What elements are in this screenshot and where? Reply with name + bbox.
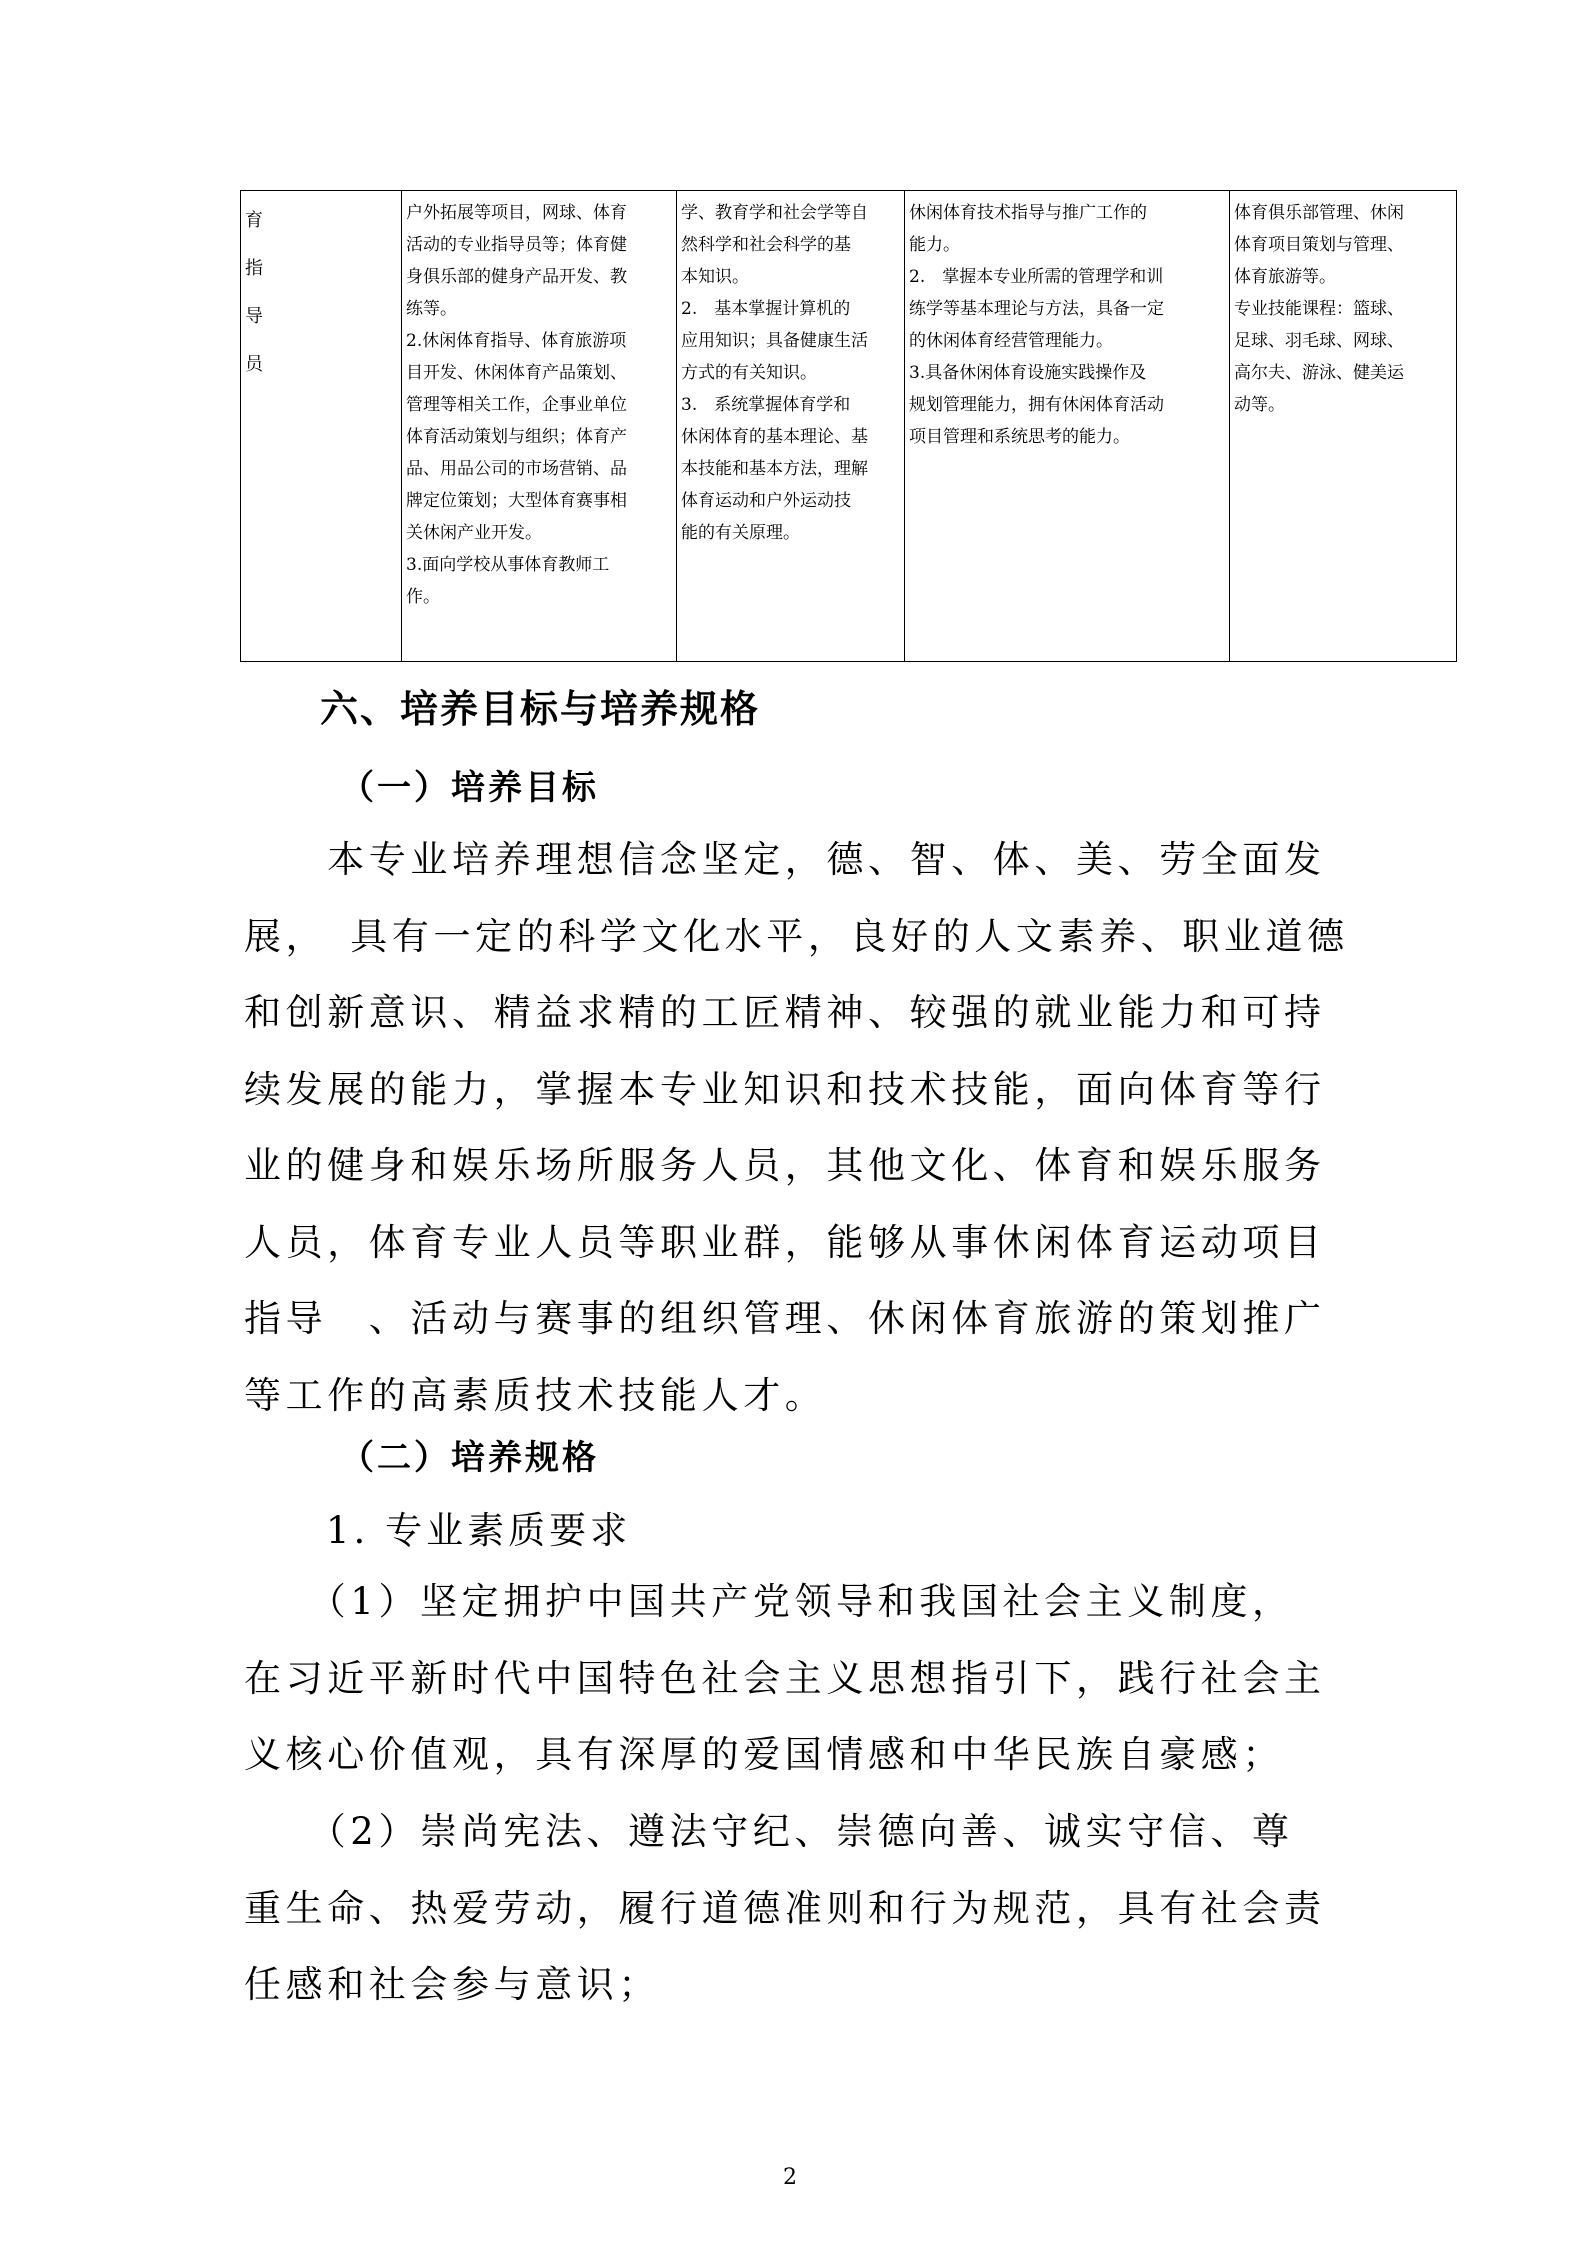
cell-line: 牌定位策划；大型体育赛事相 bbox=[406, 491, 627, 511]
text-line: 展， 具有一定的科学文化水平，良好的人文素养、职业道德 bbox=[244, 914, 1349, 958]
text-line: 业的健身和娱乐场所服务人员，其他文化、体育和娱乐服务 bbox=[244, 1144, 1326, 1187]
item-title-quality: 1. 专业素质要求 bbox=[326, 1509, 632, 1552]
text-line: 义核心价值观，具有深厚的爱国情感和中华民族自豪感； bbox=[244, 1733, 1284, 1776]
cell-line: 品、用品公司的市场营销、品 bbox=[406, 459, 627, 479]
job-title-cell bbox=[241, 191, 402, 662]
cell-line: 应用知识；具备健康生活 bbox=[681, 331, 868, 351]
cell-line: 2. 掌握本专业所需的管理学和训 bbox=[909, 267, 1164, 287]
cell-line: 足球、羽毛球、网球、 bbox=[1234, 331, 1404, 351]
cell-line: 体育项目策划与管理、 bbox=[1234, 235, 1404, 255]
text-line: 任感和社会参与意识； bbox=[244, 1963, 660, 2006]
cell-line: 练学等基本理论与方法，具备一定 bbox=[909, 299, 1164, 319]
cell-line: 本知识。 bbox=[681, 267, 749, 287]
text-line: 续发展的能力，掌握本专业知识和技术技能，面向体育等行 bbox=[244, 1067, 1326, 1111]
cell-line: 动等。 bbox=[1234, 395, 1285, 415]
text-line: （1）坚定拥护中国共产党领导和我国社会主义制度， bbox=[244, 1580, 1294, 1623]
cell-line: 能的有关原理。 bbox=[681, 523, 800, 543]
goal-paragraph bbox=[244, 822, 1354, 1434]
text-line: 重生命、热爱劳动，履行道德准则和行为规范，具有社会责 bbox=[244, 1886, 1326, 1930]
subsection-title-goal: （一）培养目标 bbox=[340, 768, 599, 808]
job-title-char: 员 bbox=[245, 354, 263, 375]
text-line: 人员，体育专业人员等职业群，能够从事休闲体育运动项目 bbox=[244, 1220, 1326, 1264]
cell-line: 体育活动策划与组织；体育产 bbox=[406, 427, 627, 447]
section-title: 六、培养目标与培养规格 bbox=[320, 687, 761, 731]
cell-line: 体育俱乐部管理、休闲 bbox=[1234, 203, 1404, 223]
cell-line: 目开发、休闲体育产品策划、 bbox=[406, 363, 627, 383]
cell-line: 专业技能课程：篮球、 bbox=[1234, 299, 1404, 319]
text-line: 在习近平新时代中国特色社会主义思想指引下，践行社会主 bbox=[244, 1656, 1326, 1700]
cell-line: 能力。 bbox=[909, 235, 960, 255]
cell-line: 的休闲体育经营管理能力。 bbox=[909, 331, 1113, 351]
curriculum-table bbox=[240, 190, 1457, 662]
text-line: 等工作的高素质技术技能人才。 bbox=[244, 1373, 827, 1417]
cell-line: 然科学和社会科学的基 bbox=[681, 235, 851, 255]
text-line: （2）崇尚宪法、遵法守纪、崇德向善、诚实守信、尊 bbox=[244, 1810, 1294, 1853]
cell-line: 高尔夫、游泳、健美运 bbox=[1234, 363, 1404, 383]
requirement-1-paragraph bbox=[244, 1564, 1354, 1794]
cell-line: 管理等相关工作，企事业单位 bbox=[406, 395, 627, 415]
job-scope-cell bbox=[402, 191, 677, 662]
cell-line: 体育运动和户外运动技 bbox=[681, 491, 851, 511]
cell-line: 方式的有关知识。 bbox=[681, 363, 817, 383]
cell-line: 规划管理能力，拥有休闲体育活动 bbox=[909, 395, 1164, 415]
cell-line: 关休闲产业开发。 bbox=[406, 523, 542, 543]
cell-line: 2.休闲体育指导、体育旅游项 bbox=[406, 331, 627, 351]
job-title-char: 导 bbox=[245, 306, 263, 327]
ability-cell bbox=[905, 191, 1230, 662]
courses-cell bbox=[1230, 191, 1457, 662]
text-line: 和创新意识、精益求精的工匠精神、较强的就业能力和可持 bbox=[244, 991, 1326, 1034]
cell-line: 练等。 bbox=[406, 299, 457, 319]
cell-line: 2. 基本掌握计算机的 bbox=[681, 299, 851, 319]
table-row bbox=[241, 191, 1457, 662]
cell-line: 活动的专业指导员等；体育健 bbox=[406, 235, 627, 255]
cell-line: 项目管理和系统思考的能力。 bbox=[909, 427, 1130, 447]
job-title-char: 指 bbox=[245, 258, 263, 279]
cell-line: 3. 系统掌握体育学和 bbox=[681, 395, 851, 415]
cell-line: 户外拓展等项目，网球、体育 bbox=[406, 203, 627, 223]
cell-line: 体育旅游等。 bbox=[1234, 267, 1336, 287]
text-line: 指导 、活动与赛事的组织管理、休闲体育旅游的策划推广 bbox=[244, 1297, 1326, 1340]
cell-line: 休闲体育的基本理论、基 bbox=[681, 427, 868, 447]
cell-line: 作。 bbox=[406, 587, 440, 607]
subsection-title-spec: （二）培养规格 bbox=[340, 1438, 599, 1478]
knowledge-cell bbox=[677, 191, 905, 662]
cell-line: 3.面向学校从事体育教师工 bbox=[406, 555, 610, 575]
job-title-char: 育 bbox=[245, 210, 263, 231]
cell-line: 学、教育学和社会学等自 bbox=[681, 203, 868, 223]
cell-line: 3.具备休闲体育设施实践操作及 bbox=[909, 363, 1147, 383]
cell-line: 休闲体育技术指导与推广工作的 bbox=[909, 203, 1147, 223]
cell-line: 本技能和基本方法，理解 bbox=[681, 459, 868, 479]
page-number: 2 bbox=[783, 2165, 797, 2190]
requirement-2-paragraph bbox=[244, 1794, 1354, 2024]
text-line: 本专业培养理想信念坚定，德、智、体、美、劳全面发 bbox=[244, 838, 1326, 881]
cell-line: 身俱乐部的健身产品开发、教 bbox=[406, 267, 627, 287]
